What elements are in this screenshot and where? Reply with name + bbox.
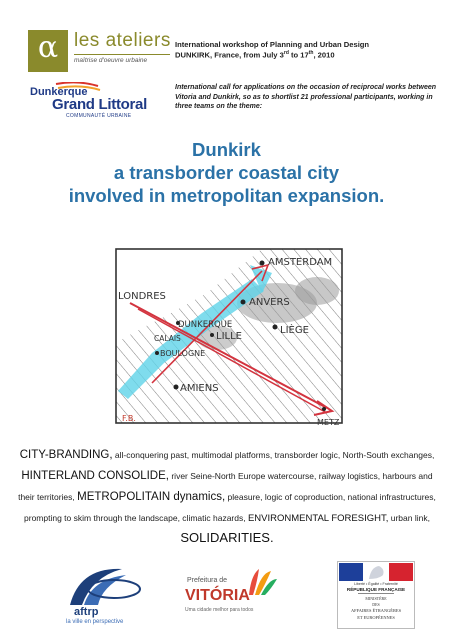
keyword-metropolitain: METROPOLITAIN dynamics,: [77, 491, 226, 503]
dunkerque-tagline: COMMUNAUTÉ URBAINE: [66, 113, 132, 119]
grand-littoral-name: Grand Littoral: [52, 96, 147, 113]
map-label-lille: LILLE: [216, 331, 242, 342]
vitoria-logo: [183, 565, 279, 620]
map-label-amiens: AMIENS: [180, 383, 219, 394]
workshop-dates: DUNKIRK, France, from July 3rd to 17th, 2010: [175, 50, 335, 60]
france-divider: [358, 593, 394, 594]
france-ministry-1: MINISTÈRE: [365, 596, 387, 601]
vitoria-prefix: Prefeitura de: [187, 577, 228, 584]
france-ministry-2: DES: [372, 602, 380, 607]
ateliers-name: les ateliers: [74, 30, 171, 51]
france-ministry-4: ET EUROPÉENNES: [357, 615, 395, 620]
france-ministry-3: AFFAIRES ÉTRANGÈRES: [350, 608, 402, 613]
map-label-boulogne: BOULOGNE: [160, 349, 206, 358]
map-label-dunkerque: DUNKERQUE: [178, 320, 233, 330]
map-label-signature: F.B.: [122, 414, 136, 423]
themes-paragraph: CITY-BRANDING, all-conquering past, multimodal platforms, transborder logic, North-South exchanges, HINTERLAND CONSOLIDE, river Seine-North Europe watercourse, railway logistics, harbours and their territories, METROPOLITAIN dynamics, pleasure, logic of coproduction, national infrastructures, prompting to skim through the landscape, climatic hazards, ENVIRONMENTAL FORESIGHT, urban link, SOLIDARITIES.: [18, 449, 436, 545]
map-label-liege: LIÈGE: [280, 325, 309, 336]
main-title-line-1: Dunkirk: [192, 139, 261, 160]
call-for-applications-text: International call for applications on the occasion of reciprocal works between Vitoria and Dunkirk, so as to shortlist 21 professional participants, working in three teams on the theme:: [175, 84, 437, 110]
vitoria-name: VITÓRIA: [185, 587, 250, 604]
keyword-hinterland: HINTERLAND CONSOLIDE,: [21, 470, 169, 482]
main-title-line-3: involved in metropolitan expansion.: [68, 185, 385, 206]
aftrp-name: aftrp: [74, 606, 99, 618]
tricolor-marianne-icon: [339, 563, 413, 581]
aftrp-logo: [62, 565, 152, 625]
map-label-londres: LONDRES: [118, 291, 166, 302]
les-ateliers-logo: [28, 30, 170, 72]
vitoria-tagline: Uma cidade melhor para todos: [185, 607, 254, 613]
keyword-city-branding: CITY-BRANDING,: [19, 449, 113, 461]
map-label-calais: CALAIS: [154, 334, 181, 343]
ateliers-divider: [74, 54, 170, 55]
main-title-line-2: a transborder coastal city: [113, 162, 340, 183]
workshop-title: International workshop of Planning and Urban Design: [175, 40, 370, 49]
keyword-solidarities: SOLIDARITIES.: [180, 530, 274, 545]
sketch-map: [112, 243, 346, 429]
aftrp-emblem-icon: [62, 565, 152, 609]
dunkerque-name: Dunkerque: [30, 86, 88, 98]
ateliers-tagline: maîtrise d'oeuvre urbaine: [74, 57, 148, 64]
france-motto: Liberté • Égalité • Fraternité: [354, 582, 398, 586]
aftrp-tagline: la ville en perspective: [66, 619, 124, 625]
france-country: RÉPUBLIQUE FRANÇAISE: [346, 587, 406, 592]
alpha-icon: α: [28, 30, 68, 72]
dunkerque-grand-littoral-logo: [28, 82, 168, 122]
map-label-anvers: ANVERS: [249, 297, 290, 308]
sketch-map-drawing: [112, 243, 346, 429]
keyword-environmental: ENVIRONMENTAL FORESIGHT,: [247, 513, 389, 524]
map-label-metz: METZ: [317, 418, 340, 427]
map-label-amsterdam: AMSTERDAM: [268, 257, 333, 268]
republique-francaise-logo: [337, 561, 415, 629]
